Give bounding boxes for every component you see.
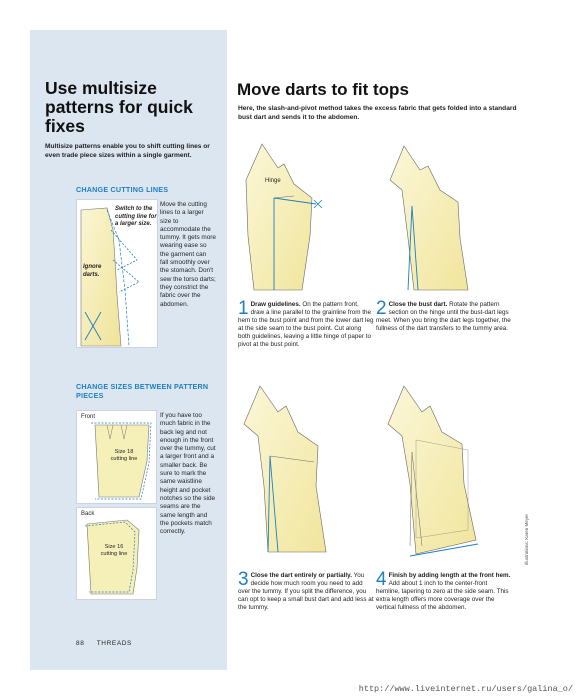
step-3-number: 3	[238, 569, 249, 590]
step-3-text: You decide how much room you need to add over the tummy. If you split the difference, you can opt to keep a small bust dart and add less at the tummy.	[238, 572, 374, 611]
step-2-heading: Close the bust dart.	[388, 301, 448, 308]
page-number: 88	[76, 640, 85, 647]
page-title: Move darts to fit tops	[237, 80, 409, 99]
front-pattern-illustration	[76, 410, 157, 504]
figure-step-1	[238, 140, 334, 298]
change-sizes-body: If you have too much fabric in the back leg and not enough in the front over the tummy, cut a larger front and a smaller back. Be sure to mark the same waistline height and pocket notches so the side seams are the same length and the pockets match correctly.	[160, 412, 216, 536]
step-4-heading: Finish by adding length at the front hem.	[388, 572, 511, 579]
step-4	[376, 569, 512, 612]
step-1-number: 1	[238, 298, 249, 319]
section-heading-cutting-lines: CHANGE CUTTING LINES	[76, 185, 169, 194]
step-2-number: 2	[376, 298, 387, 319]
back-label: Back	[81, 511, 95, 517]
folio	[76, 640, 142, 647]
step-4-number: 4	[376, 569, 387, 590]
figure-step-3	[238, 376, 334, 564]
sidebar-intro: Multisize patterns enable you to shift cutting lines or even trade piece sizes within a single garment.	[45, 143, 210, 159]
magazine-name: THREADS	[96, 640, 132, 647]
figure-step-2	[378, 140, 478, 298]
step-3	[238, 569, 374, 612]
section-heading-change-sizes: CHANGE SIZES BETWEEN PATTERN PIECES	[76, 382, 209, 400]
step-2	[376, 298, 512, 333]
ignore-darts-callout: Ignore darts.	[83, 264, 102, 278]
step-4-text: Add about 1 inch to the center-front hemline, tapering to zero at the side seam. This extra length offers more coverage over the vertical fullness of the abdomen.	[376, 580, 509, 611]
step-1-heading: Draw guidelines.	[250, 301, 301, 308]
step-1	[238, 298, 374, 349]
back-pattern-illustration	[76, 507, 157, 600]
step-1-text: On the pattern front, draw a line parallel to the grainline from the hem to the bust point and from the lower dart leg at the side seam to the bust point. Cut along both guidelines, leaving a little hinge of paper to pivot at the bust point.	[238, 301, 374, 348]
back-size-callout: Size 16 cutting line	[100, 544, 128, 557]
watermark-url: http://www.liveinternet.ru/users/galina_o/	[358, 684, 573, 694]
cutting-lines-illustration	[76, 199, 158, 348]
main-intro: Here, the slash-and-pivot method takes the excess fabric that gets folded into a standard bust dart and sends it to the abdomen.	[238, 105, 517, 121]
sidebar-title: Use multisize patterns for quick fixes	[45, 78, 193, 136]
front-size-callout: Size 18 cutting line	[110, 449, 138, 462]
hinge-label: Hinge	[265, 178, 281, 184]
illustration-credit: Illustrations: Karen Meyer	[524, 513, 529, 565]
step-3-heading: Close the dart entirely or partially.	[250, 572, 352, 579]
cutting-lines-body: Move the cutting lines to a larger size to accommodate the tummy. It gets more wearing ease so the garment can fall smoothly over the stomach. Don't sew the torso darts; they constrict the fabric over the abdomen.	[160, 201, 216, 308]
front-label: Front	[81, 414, 96, 420]
switch-callout: Switch to the cutting line for a larger size.	[115, 206, 157, 227]
step-2-text: Rotate the pattern section on the hinge until the bust-dart legs meet. When you bring the dart legs together, the fullness of the dart transfers to the tummy area.	[376, 301, 511, 332]
figure-step-4	[376, 380, 488, 566]
